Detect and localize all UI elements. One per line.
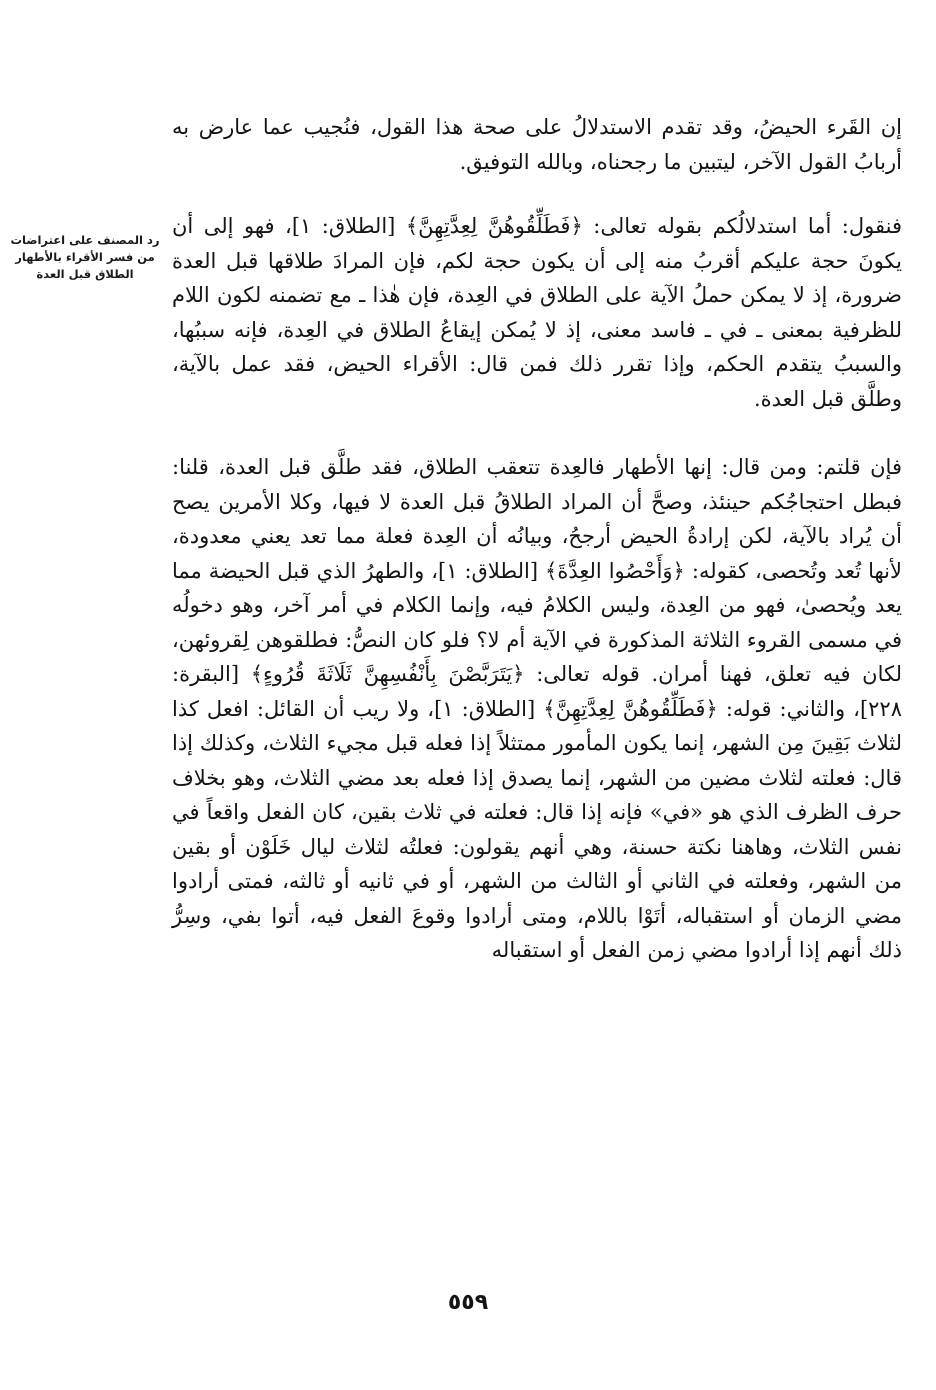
main-text-column [172,110,902,968]
margin-note: رد المصنف على اعتراضات من فسر الأقراء بالأطهار الطلاق قبل العدة [10,233,160,281]
page-number: ٥٥٩ [447,1290,489,1315]
paragraph-3: فإن قلتم: ومن قال: إنها الأطهار فالعِدة تتعقب الطلاق، فقد طلَّق قبل العدة، قلنا: فبطل احتجاجُكم حينئذ، وصحَّ أن المراد الطلاقُ قبل العدة لا فيها، وكلا الأمرين يصح أن يُراد بالآية، لكن إرادةُ الحيض أرجحُ، وبيانُه أن العِدة فعلة مما تعد يعني معدودة، لأنها تُعد وتُحصى، كقوله: ﴿وَأَحْصُوا العِدَّةَ﴾ [الطلاق: ١]، والطهرُ الذي قبل الحيضة مما يعد ويُحصىٰ، فهو من العِدة، وليس الكلامُ فيه، وإنما الكلام في أمر آخر، وهو دخولُه في مسمى القروء الثلاثة المذكورة في الآية أم لا؟ فلو كان النصُّ: فطلقوهن لِقروئهن، لكان فيه تعلق، فهنا أمران. قوله تعالى: ﴿يَتَرَبَّصْنَ بِأَنْفُسِهِنَّ ثَلَاثَةَ قُرُوءٍ﴾ [البقرة: ٢٢٨]، والثاني: قوله: ﴿فَطَلِّقُوهُنَّ لِعِدَّتِهِنَّ﴾ [الطلاق: ١]، ولا ريب أن القائل: افعل كذا لثلاث بَقِينَ مِن الشهر، إنما يكون المأمور ممتثلاً إذا فعله قبل مجيء الثلاث، وكذلك إذا قال: فعلته لثلاث مضين من الشهر، إنما يصدق إذا فعله بعد مضي الثلاث، وهو بخلاف حرف الظرف الذي هو «في» فإنه إذا قال: فعلته في ثلاث بقين، كان الفعل واقعاً في نفس الثلاث، وهاهنا نكتة حسنة، وهي أنهم يقولون: فعلتُه لثلاث ليال خَلَوْن أو بقين من الشهر، وفعلته في الثاني أو الثالث من الشهر، أو في ثانيه أو ثالثه، فمتى أرادوا مضي الزمان أو استقباله، أتَوْا باللام، ومتى أرادوا وقوعَ الفعل فيه، أتوا بفي، وسِرُّ ذلك أنهم إذا أرادوا مضي زمن الفعل أو استقباله [172,455,902,962]
paragraph-2: فنقول: أما استدلالُكم بقوله تعالى: ﴿فَطَلِّقُوهُنَّ لِعِدَّتِهِنَّ﴾ [الطلاق: ١]، فهو إلى أن يكونَ حجة عليكم أقربُ منه إلى أن يكون حجة لكم، فإن المرادَ طلاقها قبل العدة ضرورة، إذ لا يمكن حملُ الآية على الطلاق في العِدة، فإن هٰذا ـ مع تضمنه لكون اللام للظرفية بمعنى ـ في ـ فاسد معنى، إذ لا يُمكن إيقاعُ الطلاق في العِدة، فإنه سببُها، والسببُ يتقدم الحكم، وإذا تقرر ذلك فمن قال: الأقراء الحيض، فقد عمل بالآية، وطلَّق قبل العدة. [172,214,902,411]
paragraph-1: إن القَرء الحيضُ، وقد تقدم الاستدلالُ على صحة هذا القول، فنُجيب عما عارض به أربابُ القول الآخر، ليتبين ما رجحناه، وبالله التوفيق. [172,115,902,174]
